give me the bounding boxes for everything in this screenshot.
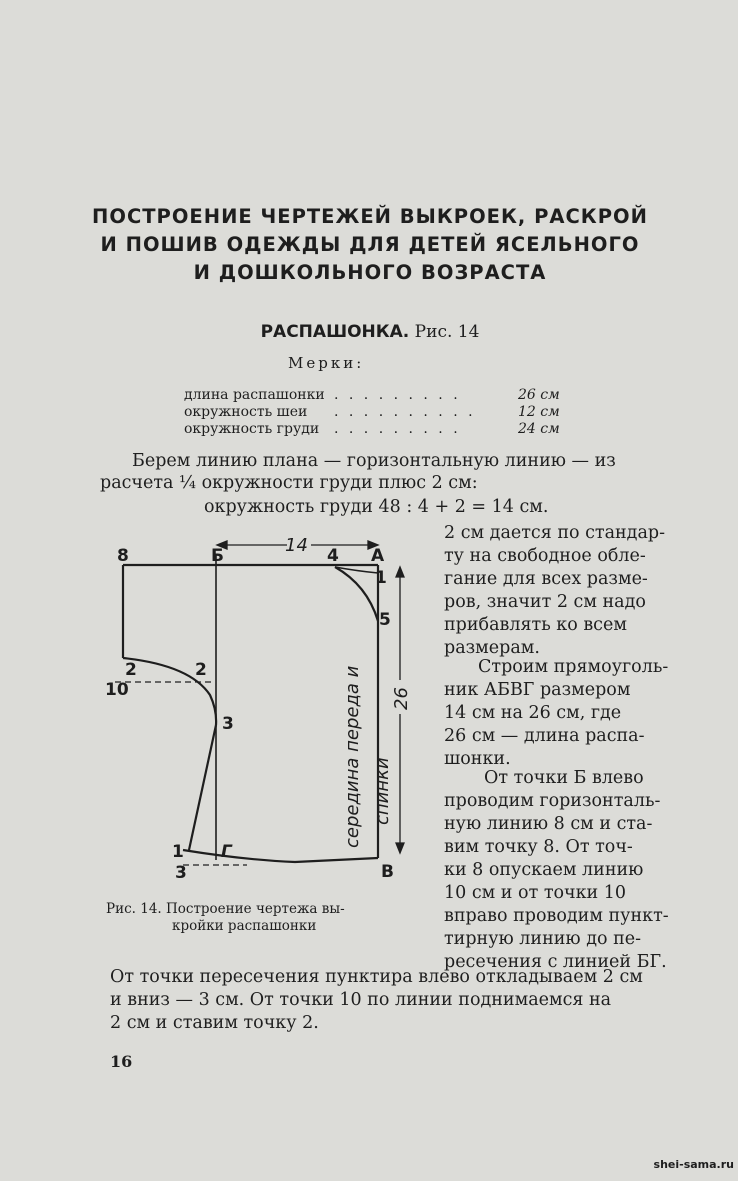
section-heading	[200, 322, 540, 342]
page-number: 16	[110, 1052, 133, 1071]
point-b-label: Б	[211, 546, 224, 566]
measurement-row	[184, 387, 560, 403]
chapter-title	[60, 203, 680, 287]
title-line: И ПОШИВ ОДЕЖДЫ ДЛЯ ДЕТЕЙ ЯСЕЛЬНОГО	[100, 233, 640, 256]
column-line: От точки Б влево	[484, 768, 644, 788]
point-1-right-label: 1	[375, 568, 387, 588]
figure-reference: Рис. 14	[414, 322, 480, 342]
measurement-value: 26 см	[518, 387, 560, 403]
point-5-label: 5	[379, 610, 391, 630]
side-seam	[189, 725, 216, 850]
column-line: ки 8 опускаем линию	[444, 860, 644, 880]
point-3-bottom-label: 3	[175, 863, 187, 883]
leader-dots: . . . . . . . . .	[334, 387, 461, 403]
side-dimension-label: 26	[391, 687, 412, 710]
top-dimension-label: 14	[285, 535, 308, 556]
point-2-left-label: 2	[125, 660, 137, 680]
column-line: ную линию 8 см и ста-	[444, 814, 653, 834]
column-line: Строим прямоуголь-	[478, 657, 669, 677]
measurement-row	[184, 404, 560, 420]
measurement-value: 12 см	[518, 404, 560, 420]
column-line: 14 см на 26 см, где	[444, 703, 622, 723]
column-line: 26 см — длина распа-	[444, 726, 645, 746]
point-g-label: Г	[221, 842, 232, 862]
leader-dots: . . . . . . . . . .	[334, 404, 476, 420]
figure-caption	[106, 901, 345, 935]
point-1-bottom-label: 1	[172, 842, 184, 862]
caption-line: кройки распашонки	[172, 918, 317, 934]
intro-line: расчета ¼ окружности груди плюс 2 см:	[100, 473, 478, 493]
point-8-label: 8	[117, 546, 129, 566]
measurement-label: окружность шеи	[184, 404, 308, 420]
measurement-label: длина распашонки	[184, 387, 325, 403]
formula: окружность груди 48 : 4 + 2 = 14 см.	[204, 497, 549, 517]
title-line: И ДОШКОЛЬНОГО ВОЗРАСТА	[193, 261, 547, 284]
outro-line: 2 см и ставим точку 2.	[110, 1013, 319, 1033]
center-label: спинки	[372, 757, 393, 825]
center-label: середина переда и	[342, 665, 363, 848]
outro-line: От точки пересечения пунктира влево откладываем 2 см	[110, 967, 643, 987]
point-a-label: А	[371, 546, 385, 566]
column-line: шонки.	[444, 749, 511, 769]
bottom-curve	[183, 850, 378, 862]
title-line: ПОСТРОЕНИЕ ЧЕРТЕЖЕЙ ВЫКРОЕК, РАСКРОЙ	[92, 205, 648, 228]
column-line: ту на свободное обле-	[444, 546, 646, 566]
column-line: 10 см и от точки 10	[444, 883, 627, 903]
neck-curve	[335, 567, 378, 621]
caption-line: Рис. 14. Построение чертежа вы-	[106, 901, 345, 917]
intro-line: Берем линию плана — горизонтальную линию — из	[132, 451, 616, 471]
leader-dots: . . . . . . . . .	[334, 421, 461, 437]
watermark: shei-sama.ru	[653, 1158, 734, 1171]
measurement-row	[184, 421, 560, 437]
point-10-label: 10	[105, 680, 129, 700]
column-line: проводим горизонталь-	[444, 791, 661, 811]
column-line: прибавлять ко всем	[444, 615, 627, 635]
measurement-label: окружность груди	[184, 421, 320, 437]
column-line: вим точку 8. От точ-	[444, 837, 633, 857]
section-name: РАСПАШОНКА.	[260, 322, 410, 342]
column-line: размерам.	[444, 638, 540, 658]
point-3-label: 3	[222, 714, 234, 734]
measurement-value: 24 см	[518, 421, 560, 437]
column-line: тирную линию до пе-	[444, 929, 642, 949]
column-line: ров, значит 2 см надо	[444, 592, 646, 612]
point-4-label: 4	[327, 546, 339, 566]
arrow-head	[396, 843, 404, 853]
arrow-head	[396, 567, 404, 577]
column-line: ник АБВГ размером	[444, 680, 631, 700]
outro-line: и вниз — 3 см. От точки 10 по линии поднимаемся на	[110, 990, 612, 1010]
column-line: 2 см дается по стандар-	[444, 523, 665, 543]
point-v-label: В	[381, 862, 394, 882]
measurements-heading: Мерки:	[288, 354, 365, 372]
point-2-curve-label: 2	[195, 660, 207, 680]
pattern-diagram	[95, 525, 425, 885]
column-line: гание для всех разме-	[444, 569, 648, 589]
column-line: вправо проводим пункт-	[444, 906, 669, 926]
column-line: ресечения с линией БГ.	[444, 952, 667, 972]
